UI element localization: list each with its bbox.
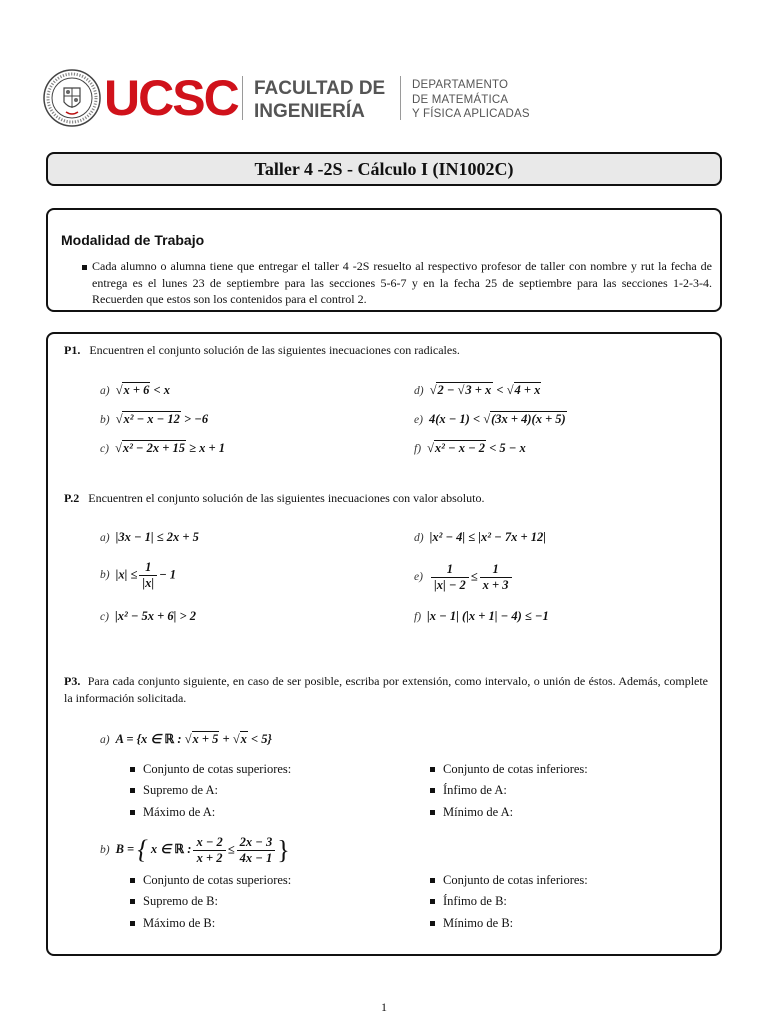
problem-3-label: P3. [64,674,81,688]
bullet-icon [82,265,87,270]
problem-1-item-c: c) √x² − 2x + 15 ≥ x + 1 [100,441,225,455]
department-line-2: DE MATEMÁTICA [412,93,509,106]
document-title: Taller 4 -2S - Cálculo I (IN1002C) [254,159,514,179]
item-label: a) [100,532,110,544]
problem-3-statement [64,673,708,706]
problem-2-item-f: f) |x − 1| (|x + 1| − 4) ≤ −1 [414,609,549,623]
problem-1-item-a: a) √x + 6 < x [100,383,170,397]
problem-2-text: Encuentren el conjunto solución de las siguientes inecuaciones con valor absoluto. [88,491,485,505]
problem-2-label: P.2 [64,491,80,505]
item-label: b) [100,844,110,857]
set-b-maximum: Máximo de B: [130,916,215,931]
problem-1-item-d: d) √2 − √3 + x < √4 + x [414,383,541,397]
problem-1-item-e: e) 4(x − 1) < √(3x + 4)(x + 5) [414,412,566,426]
problem-1-item-b: b) √x² − x − 12 > −6 [100,412,209,426]
faculty-name [254,77,385,123]
work-mode-text: Cada alumno o alumna tiene que entregar el taller 4 -2S resuelto al respectivo profesor de taller con nombre y rut la fecha de entrega es el lunes 23 de septiembre para las secciones 5-6-7 y en la fecha 25 de septiembre para las secciones 1-2-3-4. Recuerden que estos son los contenidos para el control 2. [92,259,712,306]
problem-2-statement [64,490,714,507]
set-b-upper-bounds: Conjunto de cotas superiores: [130,873,291,888]
item-label: d) [414,532,424,544]
work-mode-box [46,208,722,312]
bullet-icon [430,878,435,883]
problem-1-text: Encuentren el conjunto solución de las siguientes inecuaciones con radicales. [89,343,460,357]
problem-1-item-f: f) √x² − x − 2 < 5 − x [414,441,526,455]
set-b-lower-bounds: Conjunto de cotas inferiores: [430,873,588,888]
problem-2-item-a: a) |3x − 1| ≤ 2x + 5 [100,530,199,544]
title-box [46,152,722,186]
bullet-icon [430,921,435,926]
problem-1-statement [64,342,714,359]
bullet-icon [130,767,135,772]
page-header [42,68,742,130]
set-a-upper-bounds: Conjunto de cotas superiores: [130,762,291,777]
faculty-line-1: FACULTAD DE [254,78,386,99]
university-seal-icon [42,68,102,128]
item-label: e) [414,571,423,584]
set-a-infimum: Ínfimo de A: [430,783,507,798]
bullet-icon [430,810,435,815]
department-name [412,78,530,122]
page-number: 1 [381,1000,387,1014]
problem-3-set-a: a) A = {x ∈ ℝ : √x + 5 + √x < 5} [100,732,272,746]
bullet-icon [130,921,135,926]
item-label: e) [414,414,423,426]
problem-3-set-b: b) B = { x ∈ ℝ : $\frac{x - 2}{x + 2}$ ≤ $\frac{2x - 3}{4x - 1}$ } [100,835,290,865]
item-label: c) [100,611,109,623]
set-a-minimum: Mínimo de A: [430,805,513,820]
item-label: c) [100,443,109,455]
set-a-lower-bounds: Conjunto de cotas inferiores: [430,762,588,777]
header-divider [242,76,243,120]
set-a-supremum: Supremo de A: [130,783,218,798]
problem-2-item-b: b) |x| ≤ $\frac{1}{|x|}$ − 1 [100,560,177,590]
set-b-supremum: Supremo de B: [130,894,218,909]
item-label: b) [100,414,110,426]
item-label: b) [100,569,110,582]
ucsc-logo-text: UCSC [104,70,238,126]
problem-2-item-d: d) |x² − 4| ≤ |x² − 7x + 12| [414,530,546,544]
problem-3-text: Para cada conjunto siguiente, en caso de ser posible, escriba por extensión, como intervalo, o unión de éstos. Además, complete la información solicitada. [64,674,709,705]
item-label: a) [100,385,110,397]
department-line-3: Y FÍSICA APLICADAS [412,108,530,120]
bullet-icon [130,878,135,883]
set-a-maximum: Máximo de A: [130,805,215,820]
set-b-minimum: Mínimo de B: [430,916,513,931]
item-label: f) [414,611,422,623]
item-label: d) [414,385,424,397]
header-divider [400,76,401,120]
bullet-icon [430,899,435,904]
department-line-1: DEPARTAMENTO [412,79,509,91]
problem-2-item-c: c) |x² − 5x + 6| > 2 [100,609,197,623]
set-b-infimum: Ínfimo de B: [430,894,507,909]
item-label: f) [414,443,422,455]
problem-2-item-e: e) $\frac{1}{|x| - 2}$ ≤ $\frac{1}{x + 3}$ [414,562,514,593]
bullet-icon [130,810,135,815]
item-label: a) [100,734,110,746]
bullet-icon [430,767,435,772]
work-mode-heading: Modalidad de Trabajo [61,232,205,248]
bullet-icon [430,788,435,793]
problem-1-label: P1. [64,343,81,357]
bullet-icon [130,788,135,793]
bullet-icon [130,899,135,904]
faculty-line-2: INGENIERÍA [254,101,365,122]
